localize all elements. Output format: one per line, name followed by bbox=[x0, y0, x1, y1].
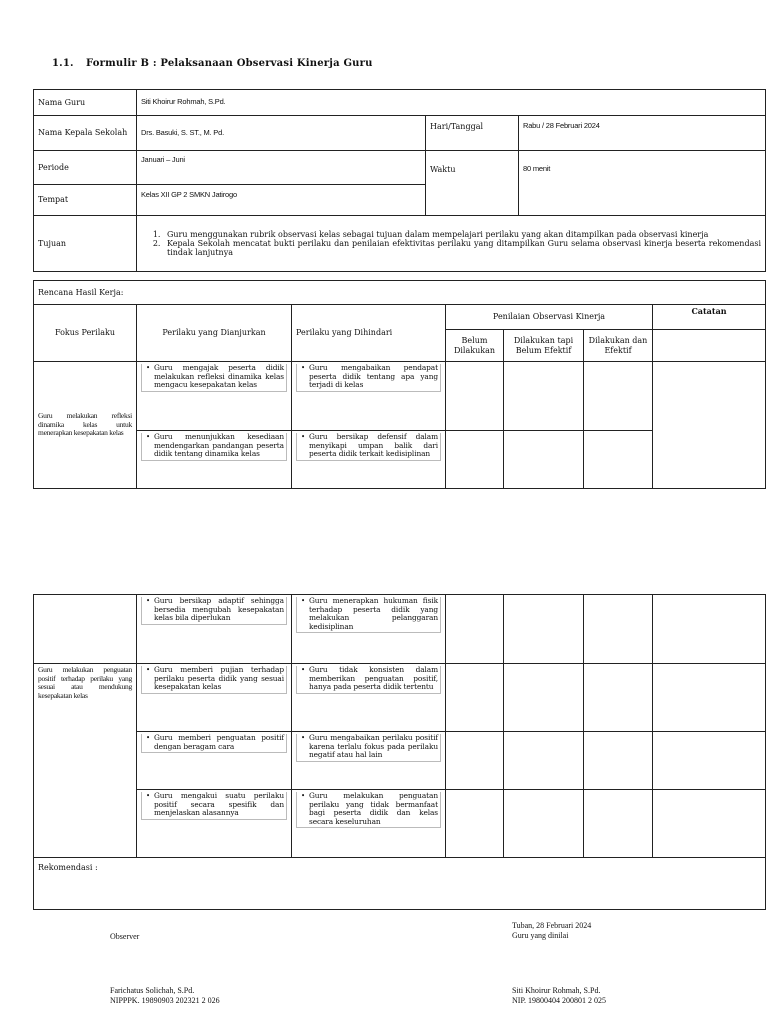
catatan-cell[interactable] bbox=[653, 790, 766, 858]
dianjurkan-cell: • Guru bersikap adaptif sehingga bersedia mengubah kesepakatan kelas bila diperlukan bbox=[137, 595, 292, 664]
tapi-cell[interactable] bbox=[504, 790, 584, 858]
dihindari-text: Guru bersikap defensif dalam menyikapi umpan balik dari peserta didik terkait kedisiplinan bbox=[309, 432, 438, 459]
dihindari-text: Guru mengabaikan perilaku positif karena terlalu fokus pada perilaku negatif atau hal lain bbox=[309, 733, 438, 760]
nama-guru-value: Siti Khoirur Rohmah, S.Pd. bbox=[137, 90, 766, 116]
belum-cell[interactable] bbox=[446, 664, 504, 732]
fokus-1: Guru melakukan refleksi dinamika kelas untuk menerapkan kesepakatan kelas bbox=[34, 362, 137, 489]
tujuan-item: 2. Kepala Sekolah mencatat bukti perilaku dan penilaian efektivitas perilaku yang ditampilkan Guru selama observasi kinerja beserta rekomendasi tindak lanjutnya bbox=[163, 239, 761, 257]
dianjurkan-text: Guru memberi pujian terhadap perilaku peserta didik yang sesuai kesepakatan kelas bbox=[154, 665, 284, 692]
tapi-cell[interactable] bbox=[504, 595, 584, 664]
tapi-cell[interactable] bbox=[504, 431, 584, 489]
dihindari-text: Guru mengabaikan pendapat peserta didik tentang apa yang terjadi di kelas bbox=[309, 363, 438, 390]
tujuan-label: Tujuan bbox=[34, 216, 137, 272]
efektif-cell[interactable] bbox=[584, 595, 653, 664]
observer-name: Farichatus Solichah, S.Pd. bbox=[110, 986, 195, 995]
dianjurkan-text: Guru mengajak peserta didik melakukan refleksi dinamika kelas mengacu kesepakatan kelas bbox=[154, 363, 284, 390]
plan-title: Rencana Hasil Kerja: bbox=[34, 281, 766, 305]
dianjurkan-cell: • Guru mengakui suatu perilaku positif secara spesifik dan menjelaskan alasannya bbox=[137, 790, 292, 858]
col-catatan-header: Catatan bbox=[653, 305, 766, 330]
dianjurkan-cell: • Guru memberi penguatan positif dengan beragam cara bbox=[137, 732, 292, 790]
guru-signature bbox=[512, 986, 606, 1006]
dihindari-cell: • Guru menerapkan hukuman fisik terhadap peserta didik yang melakukan pelanggaran kedisiplinan bbox=[292, 595, 446, 664]
col-dianjurkan-header: Perilaku yang Dianjurkan bbox=[137, 305, 292, 362]
plan-table bbox=[33, 280, 766, 489]
catatan-header-blank bbox=[653, 330, 766, 362]
col-belum-header: Belum Dilakukan bbox=[446, 330, 504, 362]
waktu-label: Waktu bbox=[426, 151, 519, 216]
rekomendasi-label: Rekomendasi : bbox=[38, 863, 98, 872]
col-tapi-header: Dilakukan tapi Belum Efektif bbox=[504, 330, 584, 362]
dihindari-cell: • Guru melakukan penguatan perilaku yang tidak bermanfaat bagi peserta didik dan kelas secara keseluruhan bbox=[292, 790, 446, 858]
col-dihindari-header: Perilaku yang Dihindari bbox=[292, 305, 446, 362]
dianjurkan-text: Guru mengakui suatu perilaku positif secara spesifik dan menjelaskan alasannya bbox=[154, 791, 284, 818]
plan-table-continued bbox=[33, 594, 766, 910]
catatan-cell[interactable] bbox=[653, 595, 766, 664]
dihindari-cell: • Guru tidak konsisten dalam memberikan penguatan positif, hanya pada peserta didik tertentu bbox=[292, 664, 446, 732]
belum-cell[interactable] bbox=[446, 362, 504, 431]
waktu-value: 80 menit bbox=[519, 151, 766, 216]
fokus-2 bbox=[34, 664, 137, 858]
tujuan-item: 1. Guru menggunakan rubrik observasi kelas sebagai tujuan dalam mempelajari perilaku yang akan ditampilkan pada observasi kinerja bbox=[163, 230, 761, 239]
tempat-label: Tempat bbox=[34, 185, 137, 216]
dianjurkan-text: Guru menunjukkan kesediaan mendengarkan pandangan peserta didik tentang dinamika kelas bbox=[154, 432, 284, 459]
fokus-2-text: Guru melakukan penguatan positif terhadap perilaku yang sesuai atau mendukung kesepakatan kelas bbox=[38, 665, 132, 700]
tempat-value: Kelas XII GP 2 SMKN Jatirogo bbox=[137, 185, 426, 216]
efektif-cell[interactable] bbox=[584, 732, 653, 790]
dianjurkan-cell: • Guru memberi pujian terhadap perilaku peserta didik yang sesuai kesepakatan kelas bbox=[137, 664, 292, 732]
belum-cell[interactable] bbox=[446, 431, 504, 489]
heading-title: Formulir B : Pelaksanaan Observasi Kinerja Guru bbox=[86, 58, 373, 69]
dihindari-text: Guru melakukan penguatan perilaku yang tidak bermanfaat bagi peserta didik dan kelas secara keseluruhan bbox=[309, 791, 438, 826]
dihindari-text: Guru menerapkan hukuman fisik terhadap peserta didik yang melakukan pelanggaran kedisiplinan bbox=[309, 596, 438, 631]
efektif-cell[interactable] bbox=[584, 362, 653, 431]
guru-label: Guru yang dinilai bbox=[512, 931, 569, 940]
heading-number: 1.1. bbox=[52, 58, 74, 69]
signature-guru-block bbox=[512, 921, 591, 941]
hari-label: Hari/Tanggal bbox=[426, 116, 519, 151]
periode-label: Periode bbox=[34, 151, 137, 185]
form-heading bbox=[52, 58, 373, 69]
dianjurkan-text: Guru memberi penguatan positif dengan beragam cara bbox=[154, 733, 284, 751]
tujuan-cell bbox=[137, 216, 766, 272]
tapi-cell[interactable] bbox=[504, 664, 584, 732]
col-penilaian-header: Penilaian Observasi Kinerja bbox=[446, 305, 653, 330]
efektif-cell[interactable] bbox=[584, 790, 653, 858]
nama-guru-label: Nama Guru bbox=[34, 90, 137, 116]
belum-cell[interactable] bbox=[446, 732, 504, 790]
dianjurkan-cell: • Guru mengajak peserta didik melakukan refleksi dinamika kelas mengacu kesepakatan kelas bbox=[137, 362, 292, 431]
tapi-cell[interactable] bbox=[504, 732, 584, 790]
guru-name: Siti Khoirur Rohmah, S.Pd. bbox=[512, 986, 601, 995]
observer-signature bbox=[110, 986, 220, 1006]
catatan-cell[interactable] bbox=[653, 362, 766, 489]
observer-id: NIPPPK. 19890903 202321 2 026 bbox=[110, 996, 220, 1005]
info-table bbox=[33, 89, 766, 272]
kepala-value: Drs. Basuki, S. ST., M. Pd. bbox=[137, 116, 426, 151]
observer-label: Observer bbox=[110, 932, 140, 941]
dihindari-cell: • Guru bersikap defensif dalam menyikapi umpan balik dari peserta didik terkait kedisiplinan bbox=[292, 431, 446, 489]
place-date: Tuban, 28 Februari 2024 bbox=[512, 921, 592, 930]
catatan-cell[interactable] bbox=[653, 664, 766, 732]
col-efektif-header: Dilakukan dan Efektif bbox=[584, 330, 653, 362]
belum-cell[interactable] bbox=[446, 790, 504, 858]
efektif-cell[interactable] bbox=[584, 664, 653, 732]
rekomendasi-cell[interactable] bbox=[34, 858, 766, 910]
efektif-cell[interactable] bbox=[584, 431, 653, 489]
dianjurkan-text: Guru bersikap adaptif sehingga bersedia mengubah kesepakatan kelas bila diperlukan bbox=[154, 596, 284, 623]
guru-id: NIP. 19800404 200801 2 025 bbox=[512, 996, 607, 1005]
dihindari-cell: • Guru mengabaikan pendapat peserta didik tentang apa yang terjadi di kelas bbox=[292, 362, 446, 431]
kepala-label: Nama Kepala Sekolah bbox=[34, 116, 137, 151]
dianjurkan-cell: • Guru menunjukkan kesediaan mendengarkan pandangan peserta didik tentang dinamika kelas bbox=[137, 431, 292, 489]
col-fokus-header: Fokus Perilaku bbox=[34, 305, 137, 362]
belum-cell[interactable] bbox=[446, 595, 504, 664]
catatan-cell[interactable] bbox=[653, 732, 766, 790]
fokus-blank bbox=[34, 595, 137, 664]
periode-value: Januari – Juni bbox=[137, 151, 426, 185]
dihindari-cell: • Guru mengabaikan perilaku positif karena terlalu fokus pada perilaku negatif atau hal lain bbox=[292, 732, 446, 790]
dihindari-text: Guru tidak konsisten dalam memberikan penguatan positif, hanya pada peserta didik tertentu bbox=[309, 665, 438, 692]
tujuan-list bbox=[141, 230, 761, 258]
tapi-cell[interactable] bbox=[504, 362, 584, 431]
hari-value: Rabu / 28 Februari 2024 bbox=[519, 116, 766, 151]
